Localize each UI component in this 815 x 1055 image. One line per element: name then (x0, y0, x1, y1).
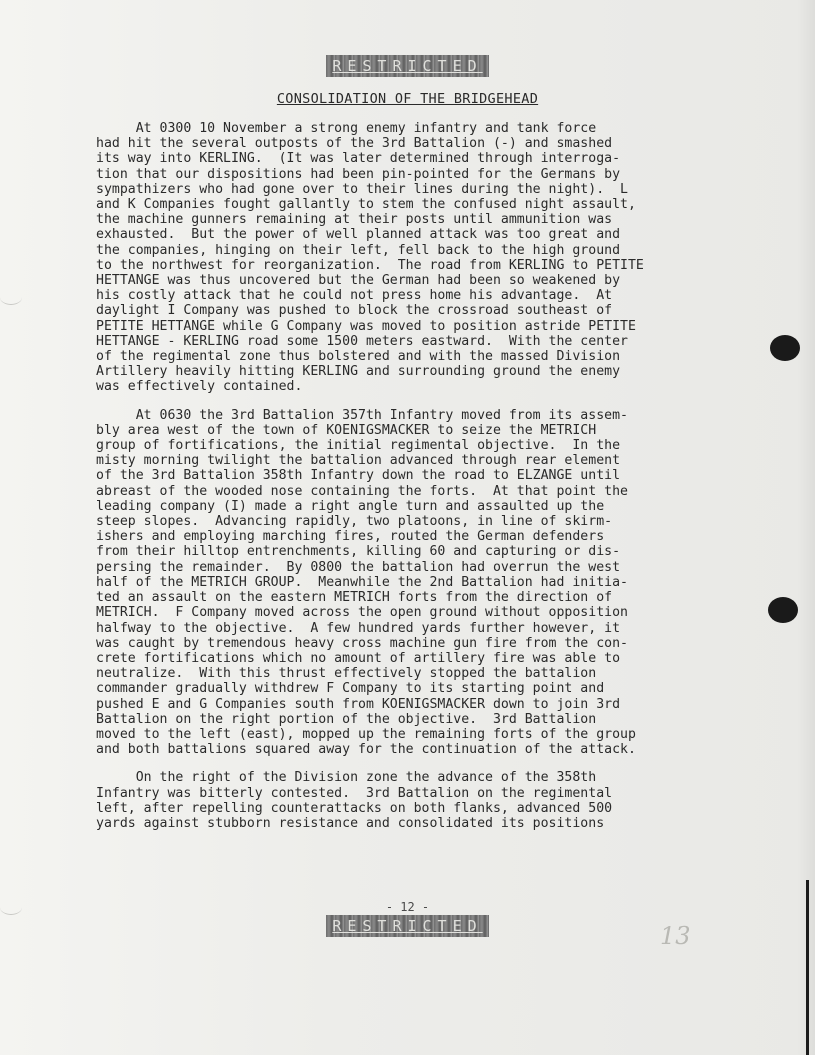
paper-curl-mark (0, 290, 22, 305)
section-title: CONSOLIDATION OF THE BRIDGEHEAD (276, 91, 539, 107)
text-line: leading company (I) made a right angle turn and assaulted up the (96, 498, 605, 514)
text-line: misty morning twilight the battalion advanced through rear element (96, 453, 621, 469)
text-line: sympathizers who had gone over to their lines during the night). L (96, 181, 628, 197)
text-line: group of fortifications, the initial regimental objective. In the (96, 438, 621, 454)
text-line: halfway to the objective. A few hundred yards further however, it (96, 620, 621, 636)
text-line: PETITE HETTANGE while G Company was moved to position astride PETITE (96, 318, 636, 334)
text-line: its way into KERLING. (It was later determined through interroga- (96, 151, 621, 167)
text-line: Battalion on the right portion of the objective. 3rd Battalion (96, 711, 597, 727)
paragraph (96, 408, 776, 758)
text-line: tion that our dispositions had been pin-pointed for the Germans by (96, 166, 621, 182)
text-line: his costly attack that he could not press home his advantage. At (96, 288, 613, 304)
text-line: daylight I Company was pushed to block the crossroad southeast of (96, 303, 613, 319)
text-line: At 0300 10 November a strong enemy infantry and tank force (96, 121, 597, 136)
text-line: HETTANGE - KERLING road some 1500 meters eastward. With the center (96, 333, 628, 349)
text-line: HETTANGE was thus uncovered but the German had been so weakened by (96, 273, 621, 289)
text-line: had hit the several outposts of the 3rd Battalion (-) and smashed (96, 136, 613, 152)
classification-stamp-top (0, 55, 815, 77)
text-line: moved to the left (east), mopped up the remaining forts of the group (96, 726, 636, 742)
classification-stamp-top-text: RESTRICTED (326, 55, 488, 77)
text-line: abreast of the wooded nose containing the forts. At that point the (96, 483, 628, 499)
text-line: and both battalions squared away for the continuation of the attack. (96, 742, 636, 758)
text-line: On the right of the Division zone the advance of the 358th (96, 770, 597, 786)
classification-stamp-bottom (0, 915, 815, 937)
text-line: persing the remainder. By 0800 the battalion had overrun the west (96, 559, 621, 575)
text-line: of the 3rd Battalion 358th Infantry down the road to ELZANGE until (96, 468, 621, 484)
text-line: to the northwest for reorganization. The road from KERLING to PETITE (96, 257, 644, 273)
paragraph (96, 121, 776, 395)
text-line: ishers and employing marching fires, routed the German defenders (96, 529, 605, 545)
text-line: Infantry was bitterly contested. 3rd Battalion on the regimental (96, 785, 613, 801)
handwritten-page-mark: 13 (660, 922, 691, 950)
text-line: the companies, hinging on their left, fell back to the high ground (96, 242, 621, 258)
text-line: METRICH. F Company moved across the open ground without opposition (96, 605, 628, 621)
text-line: Artillery heavily hitting KERLING and surrounding ground the enemy (96, 364, 621, 380)
text-line: and K Companies fought gallantly to stem the confused night assault, (96, 197, 636, 213)
classification-stamp-bottom-text: RESTRICTED (326, 915, 488, 937)
text-line: left, after repelling counterattacks on both flanks, advanced 500 (96, 800, 613, 816)
text-line: the machine gunners remaining at their posts until ammunition was (96, 212, 613, 228)
text-line: half of the METRICH GROUP. Meanwhile the 2nd Battalion had initia- (96, 574, 628, 590)
text-line: was caught by tremendous heavy cross machine gun fire from the con- (96, 635, 628, 651)
text-line: bly area west of the town of KOENIGSMACKER to seize the METRICH (96, 422, 597, 438)
text-line: commander gradually withdrew F Company to its starting point and (96, 681, 605, 697)
text-line: of the regimental zone thus bolstered and with the massed Division (96, 349, 621, 365)
text-line: exhausted. But the power of well planned attack was too great and (96, 227, 621, 243)
text-line: from their hilltop entrenchments, killing 60 and capturing or dis- (96, 544, 621, 560)
page-number: - 12 - (385, 900, 430, 914)
text-line: ted an assault on the eastern METRICH forts from the direction of (96, 590, 613, 606)
text-line: crete fortifications which no amount of artillery fire was able to (96, 650, 621, 666)
text-line: pushed E and G Companies south from KOENIGSMACKER down to join 3rd (96, 696, 621, 712)
text-line: neutralize. With this thrust effectively stopped the battalion (96, 666, 597, 682)
text-line: At 0630 the 3rd Battalion 357th Infantry moved from its assem- (96, 407, 628, 423)
document-body (96, 121, 776, 844)
text-line: was effectively contained. (96, 379, 303, 395)
text-line: yards against stubborn resistance and consolidated its positions (96, 815, 605, 831)
paragraph (96, 770, 776, 831)
text-line: steep slopes. Advancing rapidly, two platoons, in line of skirm- (96, 514, 613, 530)
